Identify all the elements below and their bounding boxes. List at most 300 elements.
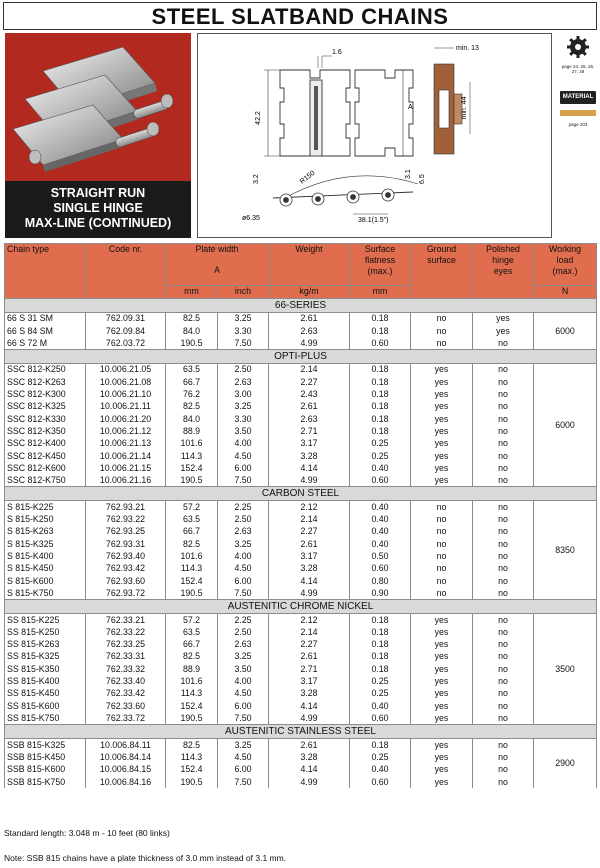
table-cell: SSC 812-K350 xyxy=(5,425,86,437)
table-cell: 762.33.40 xyxy=(86,675,166,687)
table-cell: 4.14 xyxy=(269,764,350,776)
table-row xyxy=(5,513,597,525)
table-cell: 3.28 xyxy=(269,563,350,575)
table-cell: yes xyxy=(411,651,473,663)
table-cell: no xyxy=(411,575,473,587)
table-row xyxy=(5,700,597,712)
table-cell: 3.50 xyxy=(218,663,269,675)
table-cell: 0.40 xyxy=(350,538,411,550)
table-cell: S 815-K325 xyxy=(5,538,86,550)
table-cell: 6.00 xyxy=(218,575,269,587)
table-cell: S 815-K400 xyxy=(5,550,86,562)
table-cell: SS 815-K350 xyxy=(5,663,86,675)
table-cell: 0.40 xyxy=(350,526,411,538)
dim-plate-width: A xyxy=(408,104,413,111)
table-row xyxy=(5,425,597,437)
dim-offset-1: 3.1 xyxy=(405,169,412,179)
table-cell: 4.50 xyxy=(218,563,269,575)
table-cell: 10.006.84.15 xyxy=(86,764,166,776)
table-row xyxy=(5,325,597,337)
table-cell: 82.5 xyxy=(166,313,218,325)
table-cell: no xyxy=(473,513,534,525)
table-cell: 0.60 xyxy=(350,712,411,724)
table-cell: 0.40 xyxy=(350,764,411,776)
table-row xyxy=(5,413,597,425)
table-cell: 762.33.25 xyxy=(86,638,166,650)
sprocket-icon xyxy=(560,35,596,59)
table-cell: no xyxy=(473,450,534,462)
table-cell: 762.93.72 xyxy=(86,587,166,599)
table-cell: 3.30 xyxy=(218,325,269,337)
table-cell: no xyxy=(473,700,534,712)
table-cell: yes xyxy=(411,776,473,788)
unit-load: N xyxy=(534,286,597,299)
header-line: Working xyxy=(548,244,582,254)
table-cell: 2.25 xyxy=(218,614,269,626)
table-cell: no xyxy=(473,337,534,349)
table-cell: SSC 812-K263 xyxy=(5,376,86,388)
col-plate-width xyxy=(166,244,269,286)
table-cell: no xyxy=(473,575,534,587)
table-cell: 10.006.21.13 xyxy=(86,438,166,450)
col-chain-type: Chain type xyxy=(5,244,86,299)
table-cell: 4.99 xyxy=(269,587,350,599)
table-cell: 6.00 xyxy=(218,462,269,474)
table-cell: yes xyxy=(411,751,473,763)
table-cell: 3.28 xyxy=(269,751,350,763)
table-cell: no xyxy=(473,438,534,450)
working-load-cell: 6000 xyxy=(534,364,597,487)
table-row xyxy=(5,614,597,626)
table-cell: no xyxy=(473,764,534,776)
table-cell: 4.99 xyxy=(269,712,350,724)
dim-min-eye: min. 44 xyxy=(461,96,468,120)
table-cell: 4.50 xyxy=(218,450,269,462)
table-cell: 2.71 xyxy=(269,425,350,437)
table-row xyxy=(5,651,597,663)
unit-mm: mm xyxy=(166,286,218,299)
table-cell: 3.50 xyxy=(218,425,269,437)
dim-pitch: 38.1(1.5") xyxy=(358,217,389,224)
table-cell: no xyxy=(473,675,534,687)
section-title: AUSTENITIC STAINLESS STEEL xyxy=(5,725,597,739)
table-cell: 3.25 xyxy=(218,313,269,325)
table-cell: 10.006.21.05 xyxy=(86,364,166,376)
photo-caption xyxy=(5,181,191,238)
table-cell: 762.33.22 xyxy=(86,626,166,638)
section-title: CARBON STEEL xyxy=(5,487,597,501)
table-cell: SSC 812-K300 xyxy=(5,388,86,400)
table-cell: no xyxy=(411,538,473,550)
table-cell: 762.93.42 xyxy=(86,563,166,575)
table-cell: 0.25 xyxy=(350,688,411,700)
table-cell: no xyxy=(473,776,534,788)
table-cell: 0.18 xyxy=(350,425,411,437)
table-row xyxy=(5,526,597,538)
table-cell: 762.93.60 xyxy=(86,575,166,587)
table-cell: 2.63 xyxy=(269,413,350,425)
table-cell: yes xyxy=(411,675,473,687)
table-cell: 101.6 xyxy=(166,675,218,687)
table-cell: 190.5 xyxy=(166,475,218,487)
table-cell: 66.7 xyxy=(166,526,218,538)
col-weight: Weight xyxy=(269,244,350,286)
table-cell: S 815-K250 xyxy=(5,513,86,525)
table-cell: 0.18 xyxy=(350,663,411,675)
col-code-nr: Code nr. xyxy=(86,244,166,299)
unit-kgm: kg/m xyxy=(269,286,350,299)
table-cell: yes xyxy=(473,313,534,325)
sprocket-link[interactable] xyxy=(560,35,596,74)
table-row xyxy=(5,364,597,376)
table-cell: 3.25 xyxy=(218,651,269,663)
table-cell: 190.5 xyxy=(166,587,218,599)
table-cell: SS 815-K450 xyxy=(5,688,86,700)
table-row xyxy=(5,475,597,487)
table-cell: 7.50 xyxy=(218,337,269,349)
table-cell: 4.00 xyxy=(218,438,269,450)
table-cell: 63.5 xyxy=(166,626,218,638)
table-cell: yes xyxy=(411,438,473,450)
table-cell: no xyxy=(473,526,534,538)
material-stripe-icon xyxy=(560,109,596,117)
table-cell: 762.03.72 xyxy=(86,337,166,349)
table-cell: 101.6 xyxy=(166,438,218,450)
header-line: hinge xyxy=(492,255,514,265)
table-cell: 114.3 xyxy=(166,688,218,700)
table-cell: 10.006.21.11 xyxy=(86,401,166,413)
table-cell: yes xyxy=(411,626,473,638)
table-cell: 76.2 xyxy=(166,388,218,400)
table-cell: 3.17 xyxy=(269,550,350,562)
table-cell: 2.63 xyxy=(218,638,269,650)
table-cell: 152.4 xyxy=(166,575,218,587)
table-cell: no xyxy=(411,526,473,538)
table-cell: 0.40 xyxy=(350,462,411,474)
table-cell: 190.5 xyxy=(166,712,218,724)
table-cell: no xyxy=(411,325,473,337)
table-cell: SSC 812-K450 xyxy=(5,450,86,462)
table-row xyxy=(5,663,597,675)
table-cell: yes xyxy=(411,462,473,474)
table-cell: 2.43 xyxy=(269,388,350,400)
table-row xyxy=(5,751,597,763)
table-cell: 0.60 xyxy=(350,776,411,788)
table-cell: 114.3 xyxy=(166,563,218,575)
table-cell: yes xyxy=(411,712,473,724)
chain-photo-illustration xyxy=(5,33,191,183)
table-cell: 84.0 xyxy=(166,325,218,337)
table-cell: SS 815-K225 xyxy=(5,614,86,626)
table-cell: 66 S 31 SM xyxy=(5,313,86,325)
table-cell: 0.60 xyxy=(350,475,411,487)
table-cell: 3.25 xyxy=(218,538,269,550)
col-polished-hinge-eyes xyxy=(473,244,534,299)
table-cell: 2.14 xyxy=(269,513,350,525)
section-header xyxy=(5,725,597,739)
table-cell: 0.90 xyxy=(350,587,411,599)
table-cell: no xyxy=(473,388,534,400)
header-line: Polished xyxy=(486,244,520,254)
table-cell: 101.6 xyxy=(166,550,218,562)
table-cell: 0.18 xyxy=(350,413,411,425)
table-cell: 4.50 xyxy=(218,751,269,763)
table-row xyxy=(5,401,597,413)
table-cell: S 815-K600 xyxy=(5,575,86,587)
table-cell: 4.14 xyxy=(269,700,350,712)
table-cell: no xyxy=(473,638,534,650)
table-cell: 63.5 xyxy=(166,364,218,376)
caption-line: SINGLE HINGE xyxy=(53,201,143,215)
table-cell: no xyxy=(473,364,534,376)
caption-line: STRAIGHT RUN xyxy=(50,186,146,200)
table-row xyxy=(5,376,597,388)
header-line: load xyxy=(556,255,574,265)
table-cell: 57.2 xyxy=(166,614,218,626)
table-cell: 57.2 xyxy=(166,501,218,513)
table-cell: no xyxy=(473,663,534,675)
table-cell: 2.63 xyxy=(218,526,269,538)
table-cell: 2.61 xyxy=(269,538,350,550)
table-cell: 762.93.21 xyxy=(86,501,166,513)
unit-flatness-mm: mm xyxy=(350,286,411,299)
table-cell: 6.00 xyxy=(218,700,269,712)
table-cell: 4.14 xyxy=(269,575,350,587)
table-cell: 4.50 xyxy=(218,688,269,700)
unit-inch: inch xyxy=(218,286,269,299)
table-cell: 3.00 xyxy=(218,388,269,400)
material-link[interactable] xyxy=(560,91,596,127)
table-cell: 7.50 xyxy=(218,587,269,599)
table-cell: SSB 815-K450 xyxy=(5,751,86,763)
table-cell: no xyxy=(411,563,473,575)
table-cell: 10.006.84.16 xyxy=(86,776,166,788)
table-cell: 762.93.22 xyxy=(86,513,166,525)
table-cell: 0.40 xyxy=(350,513,411,525)
header-line: Ground xyxy=(426,244,457,254)
table-cell: yes xyxy=(411,638,473,650)
plate-width-symbol: A xyxy=(214,265,220,275)
table-cell: 762.33.32 xyxy=(86,663,166,675)
table-row xyxy=(5,776,597,788)
table-cell: 82.5 xyxy=(166,538,218,550)
table-cell: no xyxy=(473,614,534,626)
table-cell: 66.7 xyxy=(166,376,218,388)
working-load-cell: 8350 xyxy=(534,501,597,600)
table-cell: yes xyxy=(411,388,473,400)
table-cell: yes xyxy=(411,413,473,425)
table-cell: no xyxy=(473,739,534,751)
table-cell: no xyxy=(473,587,534,599)
dim-radius: R150 xyxy=(298,169,317,186)
table-cell: SS 815-K250 xyxy=(5,626,86,638)
table-cell: 7.50 xyxy=(218,475,269,487)
side-icons xyxy=(558,33,598,238)
table-row xyxy=(5,712,597,724)
table-row xyxy=(5,501,597,513)
table-row xyxy=(5,388,597,400)
table-cell: no xyxy=(473,550,534,562)
section-title: 66-SERIES xyxy=(5,299,597,313)
table-cell: 2.61 xyxy=(269,651,350,663)
table-cell: no xyxy=(473,626,534,638)
table-cell: 10.006.21.16 xyxy=(86,475,166,487)
table-cell: S 815-K225 xyxy=(5,501,86,513)
sprocket-caption: page 24, 25, 26, 27, 28 xyxy=(561,64,595,74)
table-cell: yes xyxy=(411,450,473,462)
table-cell: 762.33.42 xyxy=(86,688,166,700)
table-cell: 7.50 xyxy=(218,712,269,724)
table-cell: 0.60 xyxy=(350,337,411,349)
table-cell: 762.09.31 xyxy=(86,313,166,325)
plate-side-view xyxy=(434,64,462,154)
table-cell: 3.17 xyxy=(269,438,350,450)
dim-height: 42.2 xyxy=(255,111,262,125)
table-cell: 114.3 xyxy=(166,450,218,462)
table-cell: no xyxy=(473,376,534,388)
table-cell: 152.4 xyxy=(166,764,218,776)
table-cell: 7.50 xyxy=(218,776,269,788)
table-cell: 2.50 xyxy=(218,513,269,525)
table-cell: 10.006.21.15 xyxy=(86,462,166,474)
table-cell: 0.80 xyxy=(350,575,411,587)
table-cell: 2.63 xyxy=(218,376,269,388)
table-cell: 762.93.31 xyxy=(86,538,166,550)
table-cell: 0.18 xyxy=(350,325,411,337)
table-cell: 2.14 xyxy=(269,626,350,638)
table-cell: yes xyxy=(473,325,534,337)
table-cell: 84.0 xyxy=(166,413,218,425)
table-row xyxy=(5,563,597,575)
table-row xyxy=(5,638,597,650)
table-cell: no xyxy=(473,751,534,763)
table-cell: 762.33.72 xyxy=(86,712,166,724)
dim-min-width: min. 13 xyxy=(456,45,479,52)
table-cell: 2.50 xyxy=(218,364,269,376)
table-cell: SSC 812-K600 xyxy=(5,462,86,474)
table-row xyxy=(5,462,597,474)
table-cell: yes xyxy=(411,700,473,712)
table-cell: 66 S 84 SM xyxy=(5,325,86,337)
table-row xyxy=(5,550,597,562)
table-cell: 2.71 xyxy=(269,663,350,675)
section-header xyxy=(5,600,597,614)
table-cell: 0.18 xyxy=(350,313,411,325)
header-line: eyes xyxy=(493,266,513,276)
section-title: AUSTENITIC CHROME NICKEL xyxy=(5,600,597,614)
table-cell: 6.00 xyxy=(218,764,269,776)
table-cell: 0.18 xyxy=(350,401,411,413)
table-cell: yes xyxy=(411,614,473,626)
table-cell: SS 815-K325 xyxy=(5,651,86,663)
table-cell: yes xyxy=(411,425,473,437)
section-header xyxy=(5,350,597,364)
table-cell: SSB 815-K325 xyxy=(5,739,86,751)
table-cell: 152.4 xyxy=(166,700,218,712)
plate-width-label: Plate width xyxy=(195,244,239,254)
table-cell: no xyxy=(411,513,473,525)
table-cell: 0.40 xyxy=(350,501,411,513)
table-cell: no xyxy=(411,501,473,513)
dim-pin-height: 3.2 xyxy=(253,174,260,184)
table-cell: no xyxy=(473,475,534,487)
table-cell: 762.93.40 xyxy=(86,550,166,562)
table-cell: SSC 812-K400 xyxy=(5,438,86,450)
table-cell: 63.5 xyxy=(166,513,218,525)
table-cell: 0.25 xyxy=(350,438,411,450)
table-row xyxy=(5,764,597,776)
col-ground-surface xyxy=(411,244,473,299)
table-cell: 2.14 xyxy=(269,364,350,376)
dim-pin-dia: ø6.35 xyxy=(242,215,260,222)
table-cell: SSC 812-K750 xyxy=(5,475,86,487)
table-cell: 0.18 xyxy=(350,364,411,376)
table-cell: no xyxy=(473,651,534,663)
table-cell: 10.006.84.14 xyxy=(86,751,166,763)
table-cell: no xyxy=(473,563,534,575)
header-line: (max.) xyxy=(552,266,578,276)
table-cell: S 815-K450 xyxy=(5,563,86,575)
table-cell: 66.7 xyxy=(166,638,218,650)
plate-top-view xyxy=(280,70,413,156)
table-cell: yes xyxy=(411,663,473,675)
table-row xyxy=(5,739,597,751)
table-cell: 762.33.31 xyxy=(86,651,166,663)
spec-body xyxy=(5,299,597,789)
table-cell: 4.00 xyxy=(218,550,269,562)
table-cell: 0.50 xyxy=(350,550,411,562)
table-cell: SSC 812-K330 xyxy=(5,413,86,425)
table-cell: 3.25 xyxy=(218,401,269,413)
table-cell: 10.006.84.11 xyxy=(86,739,166,751)
table-cell: 10.006.21.10 xyxy=(86,388,166,400)
table-row xyxy=(5,450,597,462)
table-cell: yes xyxy=(411,764,473,776)
table-cell: 3.28 xyxy=(269,450,350,462)
table-cell: 2.61 xyxy=(269,401,350,413)
table-row xyxy=(5,337,597,349)
table-cell: 82.5 xyxy=(166,739,218,751)
table-cell: 2.25 xyxy=(218,501,269,513)
table-cell: 3.30 xyxy=(218,413,269,425)
table-cell: 762.33.21 xyxy=(86,614,166,626)
table-cell: no xyxy=(473,538,534,550)
material-caption: page 203 xyxy=(568,122,588,127)
spec-table xyxy=(4,243,597,788)
page-title: STEEL SLATBAND CHAINS xyxy=(3,2,597,30)
table-cell: 10.006.21.08 xyxy=(86,376,166,388)
table-cell: 88.9 xyxy=(166,663,218,675)
working-load-cell: 3500 xyxy=(534,614,597,725)
col-surface-flatness xyxy=(350,244,411,286)
table-cell: 2.61 xyxy=(269,739,350,751)
table-cell: 152.4 xyxy=(166,462,218,474)
table-cell: 762.09.84 xyxy=(86,325,166,337)
table-cell: 2.61 xyxy=(269,313,350,325)
table-cell: 82.5 xyxy=(166,401,218,413)
header-line: Surface xyxy=(364,244,396,254)
table-cell: yes xyxy=(411,688,473,700)
table-cell: 2.63 xyxy=(269,325,350,337)
table-cell: 2.12 xyxy=(269,501,350,513)
table-row xyxy=(5,587,597,599)
table-cell: 2.27 xyxy=(269,638,350,650)
table-cell: no xyxy=(473,413,534,425)
table-cell: SS 815-K750 xyxy=(5,712,86,724)
table-cell: SS 815-K600 xyxy=(5,700,86,712)
table-cell: 0.18 xyxy=(350,376,411,388)
table-cell: 10.006.21.12 xyxy=(86,425,166,437)
